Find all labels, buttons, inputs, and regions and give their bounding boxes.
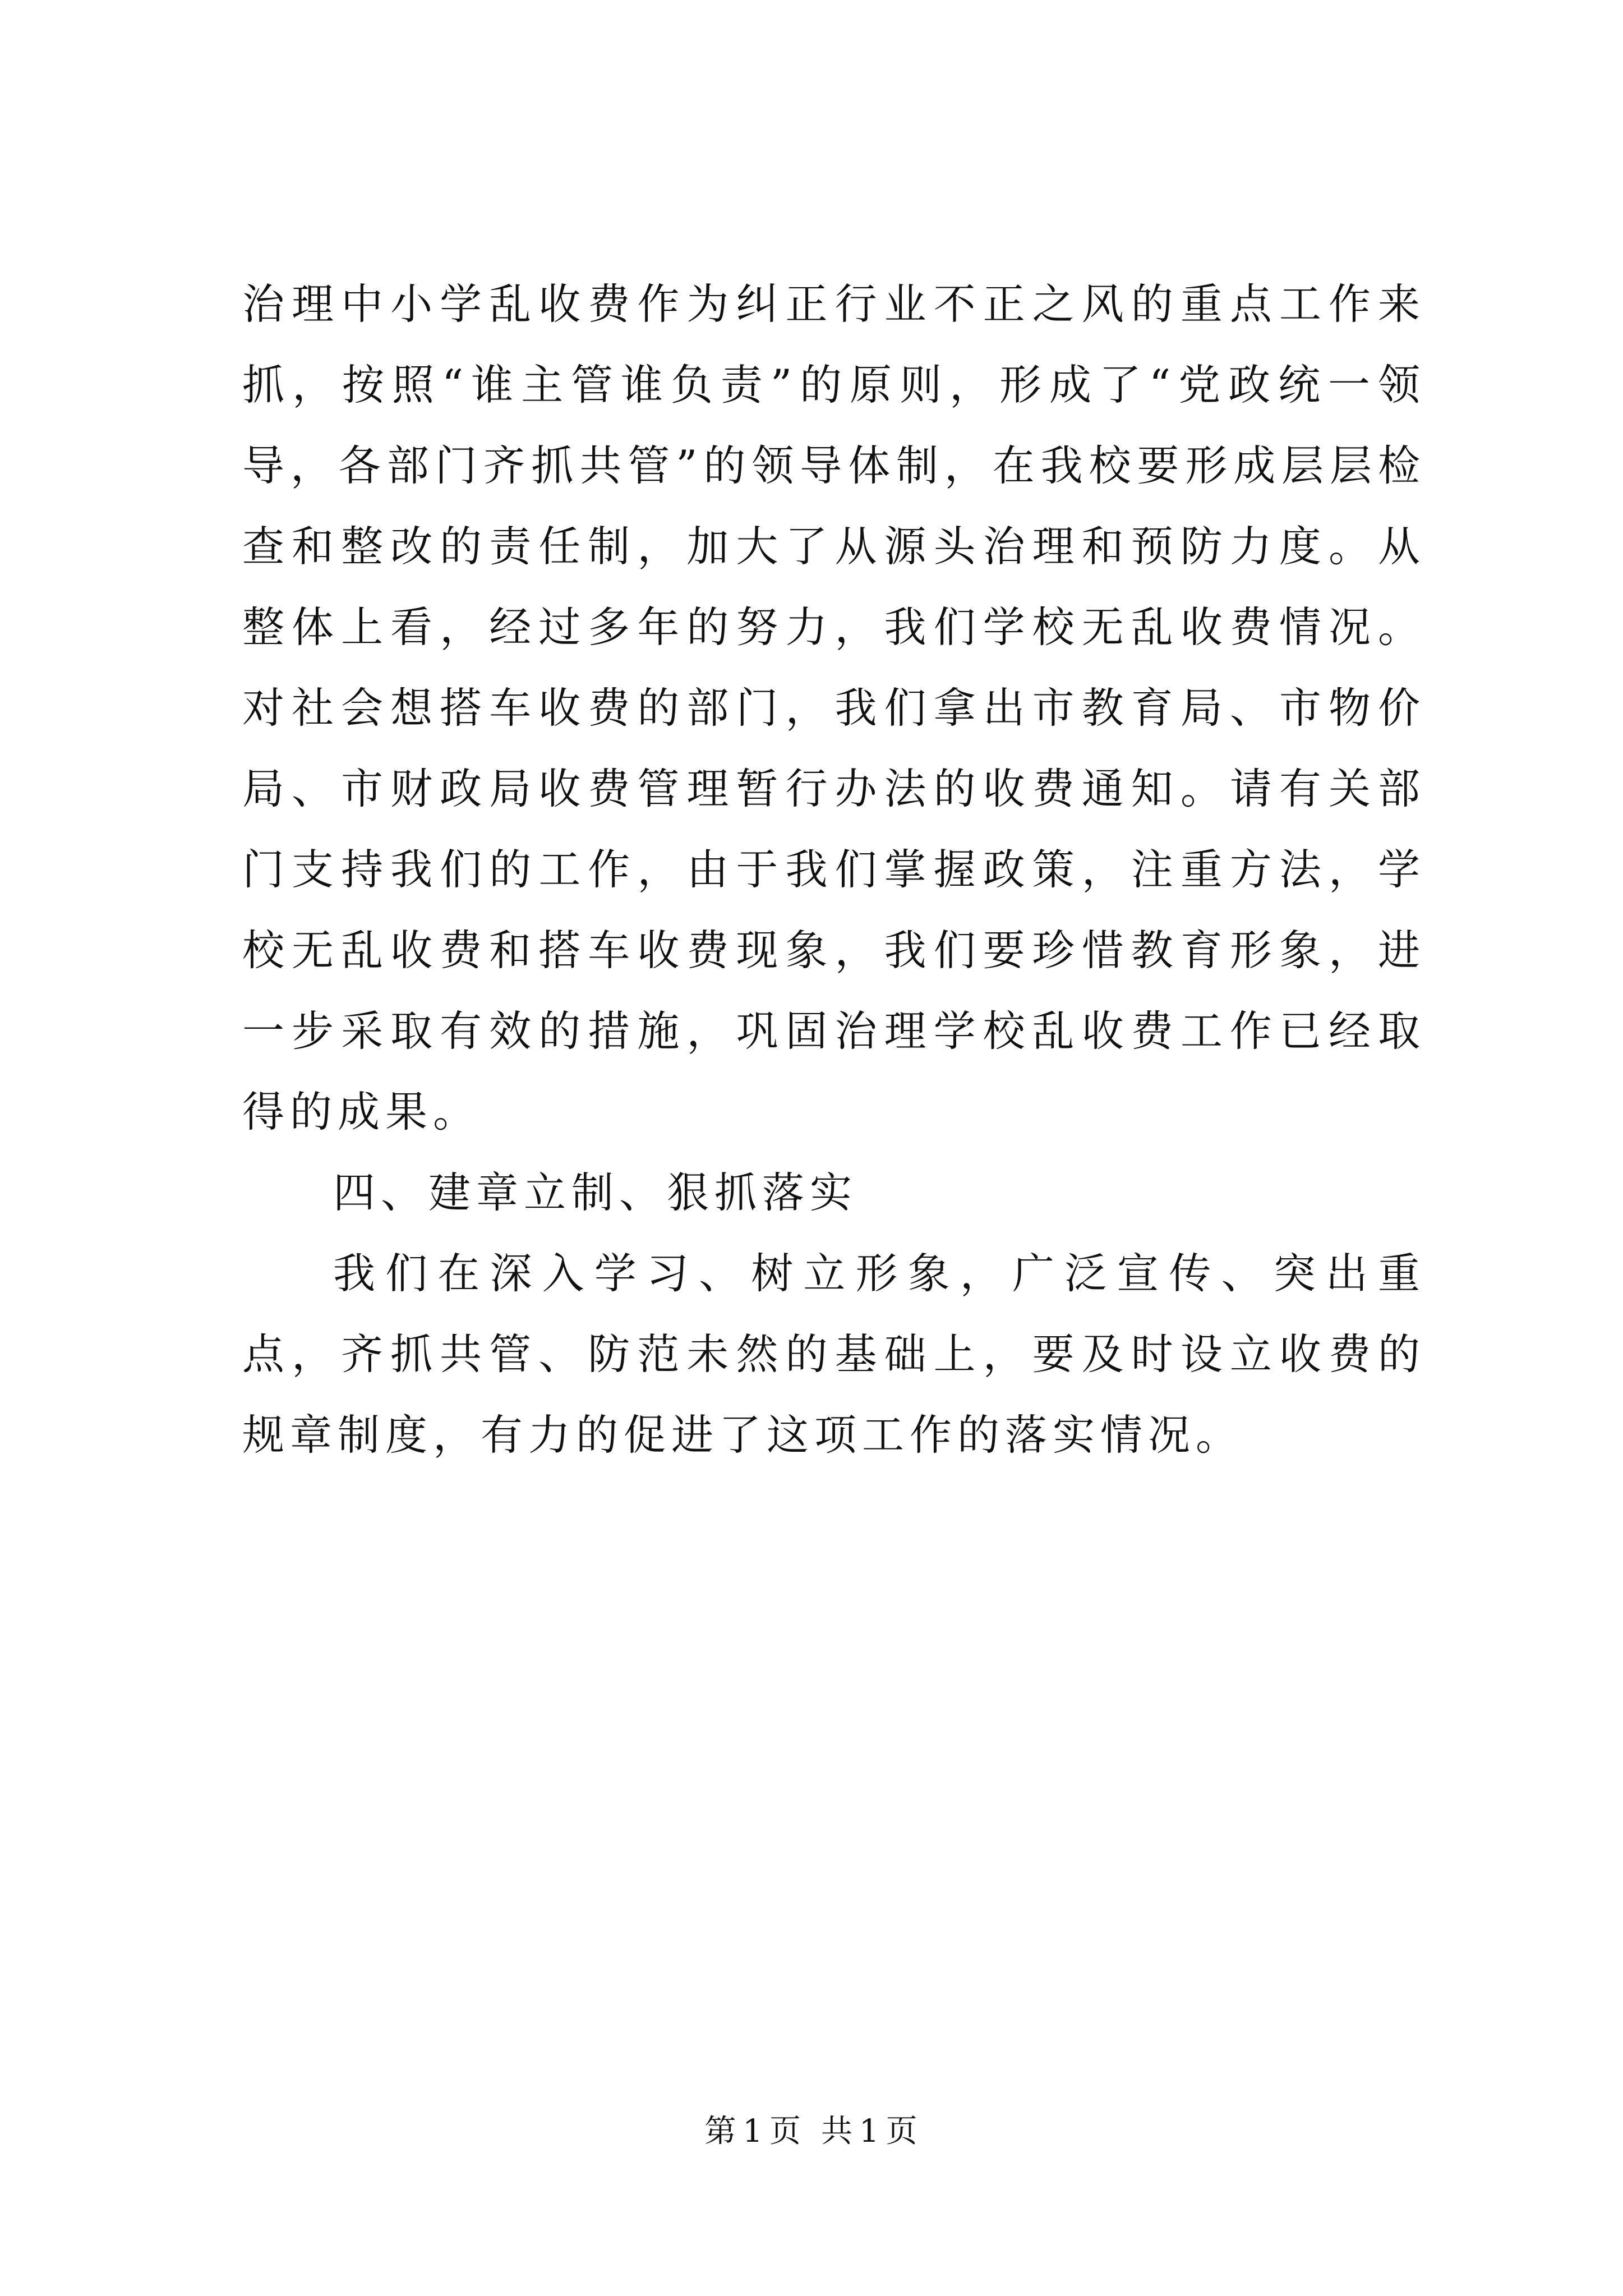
page-suffix: 页 bbox=[769, 2113, 802, 2150]
section-heading: 四、建章立制、狠抓落实 bbox=[333, 1168, 858, 1217]
current-page-number: 1 bbox=[743, 2113, 764, 2150]
paragraph: 我们在深入学习、树立形象，广泛宣传、突出重点，齐抓共管、防范未然的基础上，要及时设立收费的规章制度，有力的促进了这项工作的落实情况。 bbox=[242, 1249, 1426, 1460]
total-suffix: 页 bbox=[886, 2113, 919, 2150]
document-body bbox=[242, 264, 1426, 1475]
page-footer bbox=[0, 2109, 1623, 2154]
total-prefix: 共 bbox=[821, 2113, 854, 2150]
paragraph-continuation: 治理中小学乱收费作为纠正行业不正之风的重点工作来抓，按照“谁主管谁负责”的原则，形成了“党政统一领导，各部门齐抓共管”的领导体制，在我校要形成层层检查和整改的责任制，加大了从源头治理和预防力度。从整体上看，经过多年的努力，我们学校无乱收费情况。对社会想搭车收费的部门，我们拿出市教育局、市物价局、市财政局收费管理暂行办法的收费通知。请有关部门支持我们的工作，由于我们掌握政策，注重方法，学校无乱收费和搭车收费现象，我们要珍惜教育形象，进一步采取有效的措施，巩固治理学校乱收费工作已经取得的成果。 bbox=[242, 279, 1426, 1137]
total-pages-number: 1 bbox=[859, 2113, 880, 2150]
page-prefix: 第 bbox=[704, 2113, 737, 2150]
